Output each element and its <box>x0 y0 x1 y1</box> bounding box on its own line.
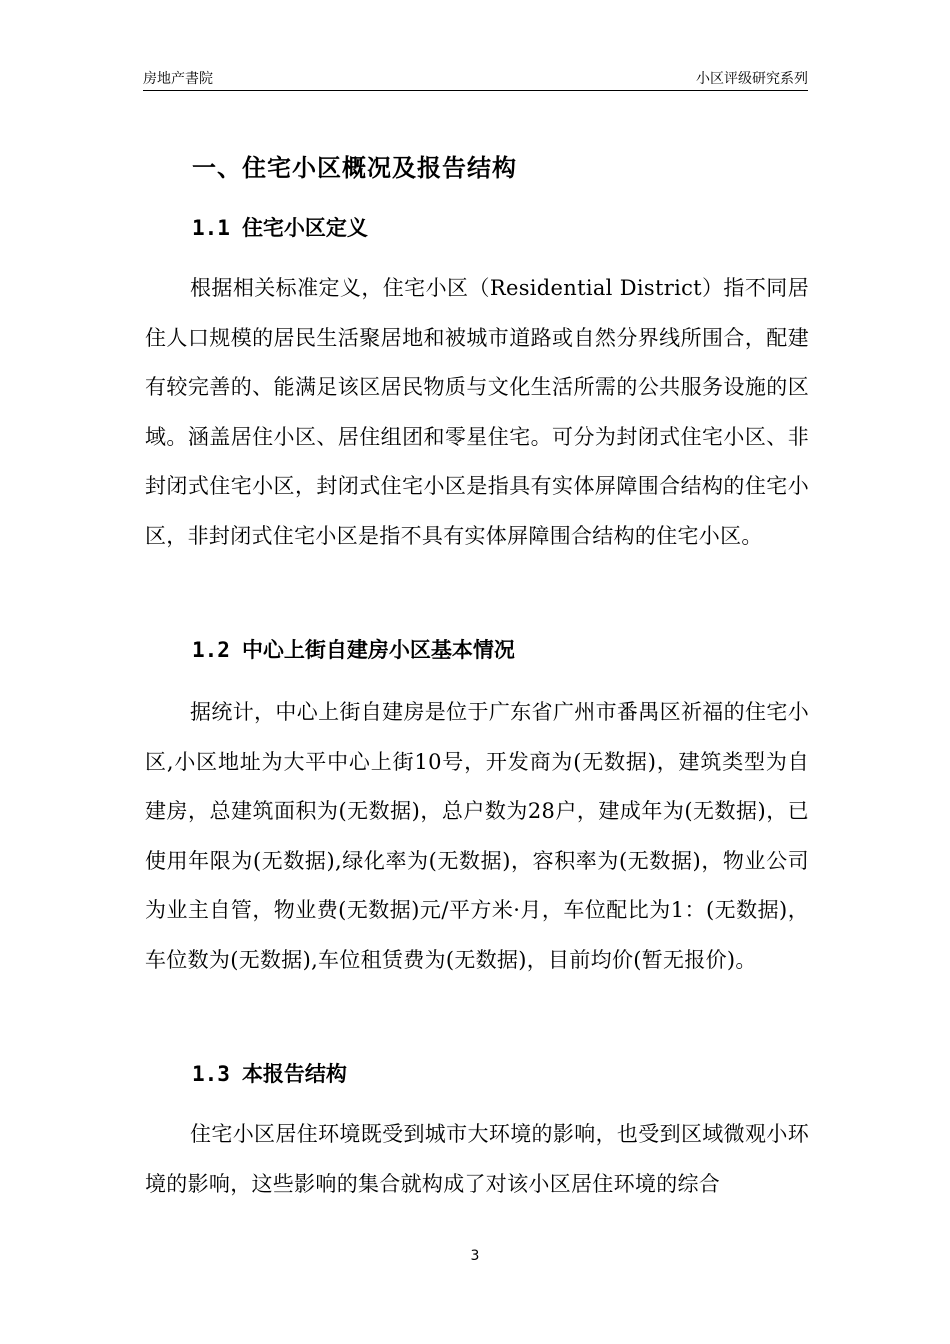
section-title-text: 本报告结构 <box>241 1062 347 1086</box>
section-title-text: 住宅小区定义 <box>241 216 368 240</box>
section-title-text: 中心上街自建房小区基本情况 <box>241 638 515 662</box>
page-number: 3 <box>470 1248 480 1264</box>
section-number: 1.3 <box>192 1062 230 1086</box>
section-paragraph-1-2: 据统计，中心上街自建房是位于广东省广州市番禺区祈福的住宅小区,小区地址为大平中心上街10号，开发商为(无数据)，建筑类型为自建房，总建筑面积为(无数据)，总户数为28户，建成年为(无数据)，已使用年限为(无数据),绿化率为(无数据)，容积率为(无数据)，物业公司为业主自管，物业费(无数据)元/平方米·月，车位配比为1：(无数据)，车位数为(无数据),车位租赁费为(无数据)，目前均价(暂无报价)。 <box>145 700 809 972</box>
section-number: 1.1 <box>192 216 230 240</box>
section-heading-1-1 <box>192 212 368 242</box>
page-header <box>143 64 808 91</box>
header-series-title: 小区评级研究系列 <box>696 71 808 87</box>
section-paragraph-1-3: 住宅小区居住环境既受到城市大环境的影响，也受到区域微观小环境的影响，这些影响的集合就构成了对该小区居住环境的综合 <box>145 1122 809 1196</box>
section-paragraph-1-1: 根据相关标准定义，住宅小区（Residential District）指不同居住人口规模的居民生活聚居地和被城市道路或自然分界线所围合，配建有较完善的、能满足该区居民物质与文化生活所需的公共服务设施的区域。涵盖居住小区、居住组团和零星住宅。可分为封闭式住宅小区、非封闭式住宅小区，封闭式住宅小区是指具有实体屏障围合结构的住宅小区，非封闭式住宅小区是指不具有实体屏障围合结构的住宅小区。 <box>145 276 809 548</box>
section-number: 1.2 <box>192 638 230 662</box>
section-heading-1-3 <box>192 1058 347 1088</box>
header-publisher: 房地产書院 <box>143 71 213 87</box>
chapter-title: 一、住宅小区概况及报告结构 <box>192 154 517 182</box>
section-heading-1-2 <box>192 634 515 664</box>
